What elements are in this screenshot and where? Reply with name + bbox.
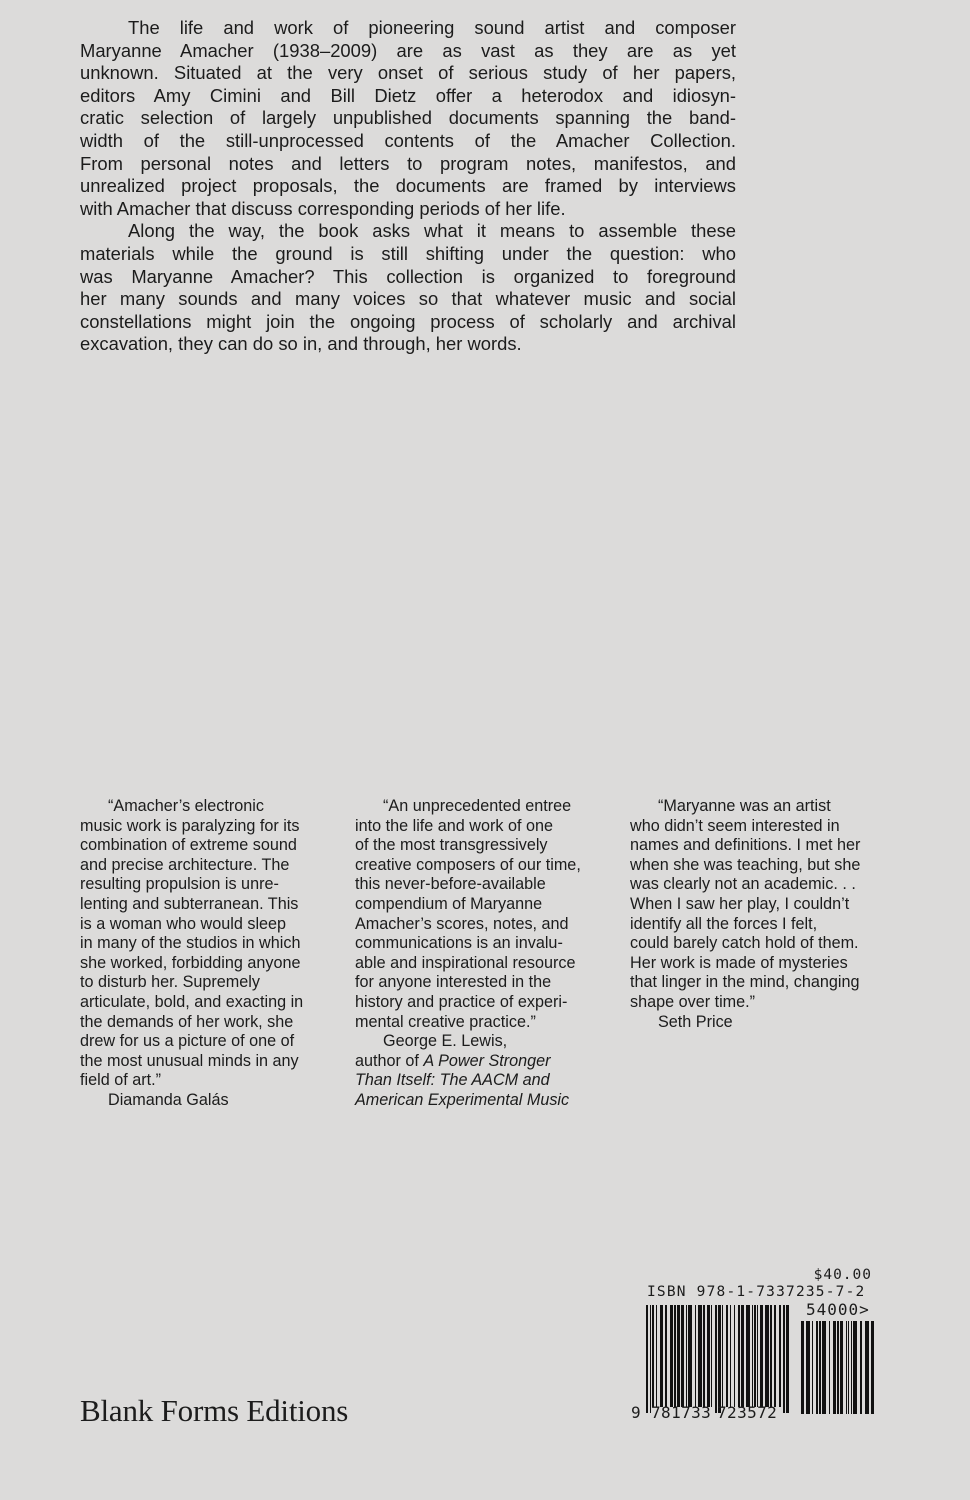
barcode-bar (819, 1321, 821, 1414)
barcode-bar (686, 1305, 687, 1407)
blurb-line: with Amacher that discuss corresponding periods of her life. (80, 197, 566, 219)
quote-credit-line (355, 1052, 607, 1072)
description-blurb (80, 17, 736, 356)
barcode-bar (707, 1305, 710, 1407)
quote-line: articulate, bold, and exacting in (80, 992, 304, 1011)
quote-line: resulting propulsion is unre- (80, 875, 279, 894)
barcode-bar (688, 1305, 692, 1407)
blurb-line: materials while the ground is still shifting under the question: who (80, 242, 736, 264)
barcode-bar (774, 1305, 776, 1407)
barcode-bar (871, 1321, 874, 1414)
barcode-bar (783, 1305, 785, 1413)
quote-credit-line (355, 1071, 607, 1091)
quote-line: in many of the studios in which (80, 934, 301, 953)
blurb-line: From personal notes and letters to program notes, manifestos, and (80, 152, 736, 174)
barcode-bar (715, 1305, 717, 1413)
barcode-bar (752, 1305, 753, 1407)
publisher-name: Blank Forms Editions (80, 1393, 349, 1428)
barcode-bar (801, 1321, 804, 1414)
barcode-bar (674, 1305, 676, 1407)
barcode-bar (822, 1321, 826, 1414)
quote-line: drew for us a picture of one of (80, 1032, 295, 1051)
quote-line: identify all the forces I felt, (630, 914, 818, 933)
barcode-bar (848, 1321, 849, 1414)
quote-line: Amacher’s scores, notes, and (355, 914, 569, 933)
barcode-bar (853, 1321, 857, 1414)
quote-line: creative composers of our time, (355, 855, 581, 874)
barcode-bar (746, 1305, 750, 1407)
quote-line: the most unusual minds in any (80, 1051, 299, 1070)
barcode-bar (806, 1321, 810, 1414)
blurb-line: her many sounds and many voices so that whatever music and social (80, 288, 736, 310)
barcode-bar (695, 1305, 696, 1407)
barcode-bar (786, 1305, 789, 1413)
blurb-line: cratic selection of largely unpublished documents spanning the band- (80, 107, 736, 129)
ean-first-digit: 9 (631, 1403, 642, 1422)
barcode-bar (765, 1305, 769, 1407)
quote-line: “Maryanne was an artist (658, 797, 831, 815)
barcode-bar (837, 1321, 839, 1414)
barcode-bar (677, 1305, 680, 1407)
barcode-bar (665, 1305, 667, 1407)
quote-line: the demands of her work, she (80, 1012, 294, 1031)
barcode-bar (829, 1321, 830, 1414)
barcode-bar (734, 1305, 735, 1407)
barcode-bar (670, 1305, 673, 1407)
barcode-bar (865, 1321, 869, 1414)
quote-line: and precise architecture. The (80, 855, 290, 874)
ean-left-digits: 781733 (651, 1403, 712, 1422)
blurb-line: width of the still-unprocessed contents of the Amacher Collection. (80, 129, 736, 151)
price: $40.00 (813, 1267, 872, 1283)
quote-line: when she was teaching, but she (630, 855, 861, 874)
isbn: ISBN 978-1-7337235-7-2 (647, 1284, 866, 1300)
barcode-bar (698, 1305, 702, 1407)
blurb-line: constellations might join the ongoing process of scholarly and archival (80, 310, 736, 332)
barcode-bar (833, 1321, 836, 1414)
barcode-bar (646, 1305, 648, 1413)
quote-line: for anyone interested in the (355, 973, 552, 992)
barcode-bar (681, 1305, 684, 1407)
barcode-bar (840, 1321, 843, 1414)
quote-price (630, 797, 882, 1032)
blurb-line: unknown. Situated at the very onset of serious study of her papers, (80, 62, 736, 84)
barcode-bar (738, 1305, 740, 1407)
quote-line: is a woman who would sleep (80, 914, 287, 933)
quote-credit-line (355, 1091, 607, 1111)
barcode-bar (816, 1321, 818, 1414)
barcode-bar (741, 1305, 744, 1407)
blurb-line: The life and work of pioneering sound artist and composer (128, 17, 736, 38)
barcode-bar (711, 1305, 712, 1407)
barcode-bar (660, 1305, 663, 1407)
barcode-bar (770, 1305, 772, 1407)
barcode-bar (754, 1305, 756, 1407)
blurb-line: editors Amy Cimini and Bill Dietz offer a heterodox and idiosyn- (80, 84, 736, 106)
barcode-bar (760, 1305, 763, 1407)
barcode-bar (656, 1305, 657, 1407)
quote-line: When I saw her play, I couldn’t (630, 894, 850, 913)
quote-line: she worked, forbidding anyone (80, 953, 301, 972)
quote-line: compendium of Maryanne (355, 894, 543, 913)
barcode-bar (726, 1305, 728, 1407)
barcode-bar (718, 1305, 721, 1413)
quote-line: who didn’t seem interested in (630, 816, 840, 835)
quote-line: to disturb her. Supremely (80, 973, 260, 992)
isbn-barcode (640, 1300, 880, 1420)
quote-line: history and practice of experi- (355, 992, 568, 1011)
quote-line: that linger in the mind, changing (630, 973, 860, 992)
quote-line: of the most transgressively (355, 836, 548, 855)
quote-line: shape over time.” (630, 992, 756, 1011)
quote-lewis (355, 797, 607, 1111)
quote-line: combination of extreme sound (80, 836, 297, 855)
quote-line: “Amacher’s electronic (108, 797, 264, 815)
quote-attribution: Diamanda Galás (108, 1090, 229, 1109)
blurb-line: was Maryanne Amacher? This collection is organized to foreground (80, 265, 736, 287)
blurb-line: excavation, they can do so in, and through, her words. (80, 333, 522, 355)
quote-line: was clearly not an academic. . . (630, 875, 856, 894)
barcode-bar (722, 1305, 723, 1407)
quote-line: into the life and work of one (355, 816, 553, 835)
quote-line: could barely catch hold of them. (630, 934, 859, 953)
barcode-bar (650, 1305, 651, 1413)
price-addon-code: 54000> (806, 1300, 870, 1319)
blurb-line: unrealized project proposals, the documents are framed by interviews (80, 175, 736, 197)
barcode-bar (812, 1321, 813, 1414)
quote-attribution: George E. Lewis, (383, 1032, 508, 1051)
barcode-bar (779, 1305, 781, 1407)
barcode-bar (730, 1305, 731, 1407)
book-title: Than Itself: The AACM and (355, 1071, 550, 1090)
ean-right-digits: 723572 (717, 1403, 778, 1422)
quote-line: lenting and subterranean. This (80, 894, 299, 913)
barcode-bar (846, 1321, 847, 1414)
quote-line: “An unprecedented entree (383, 797, 572, 815)
barcode-bar (652, 1305, 654, 1407)
barcode-bar (860, 1321, 862, 1414)
book-title: American Experimental Music (355, 1090, 570, 1109)
quote-galas (80, 797, 332, 1111)
quote-line: communications is an invalu- (355, 934, 563, 953)
blurb-line: Along the way, the book asks what it means to assemble these (128, 220, 736, 242)
quote-attribution: Seth Price (658, 1012, 733, 1031)
barcode-bar (851, 1321, 852, 1414)
quote-line: Her work is made of mysteries (630, 953, 848, 972)
quote-line: able and inspirational resource (355, 953, 576, 972)
barcode-bar (757, 1305, 758, 1407)
quote-line: music work is paralyzing for its (80, 816, 300, 835)
quote-line: field of art.” (80, 1071, 161, 1090)
credit-prefix: author of (355, 1051, 424, 1070)
quote-line: this never-before-available (355, 875, 546, 894)
book-title: A Power Stronger (423, 1051, 551, 1070)
quote-line: mental creative practice.” (355, 1012, 536, 1031)
barcode-bar (703, 1305, 705, 1407)
blurb-line: Maryanne Amacher (1938–2009) are as vast as they are as yet (80, 39, 736, 61)
quote-line: names and definitions. I met her (630, 836, 861, 855)
